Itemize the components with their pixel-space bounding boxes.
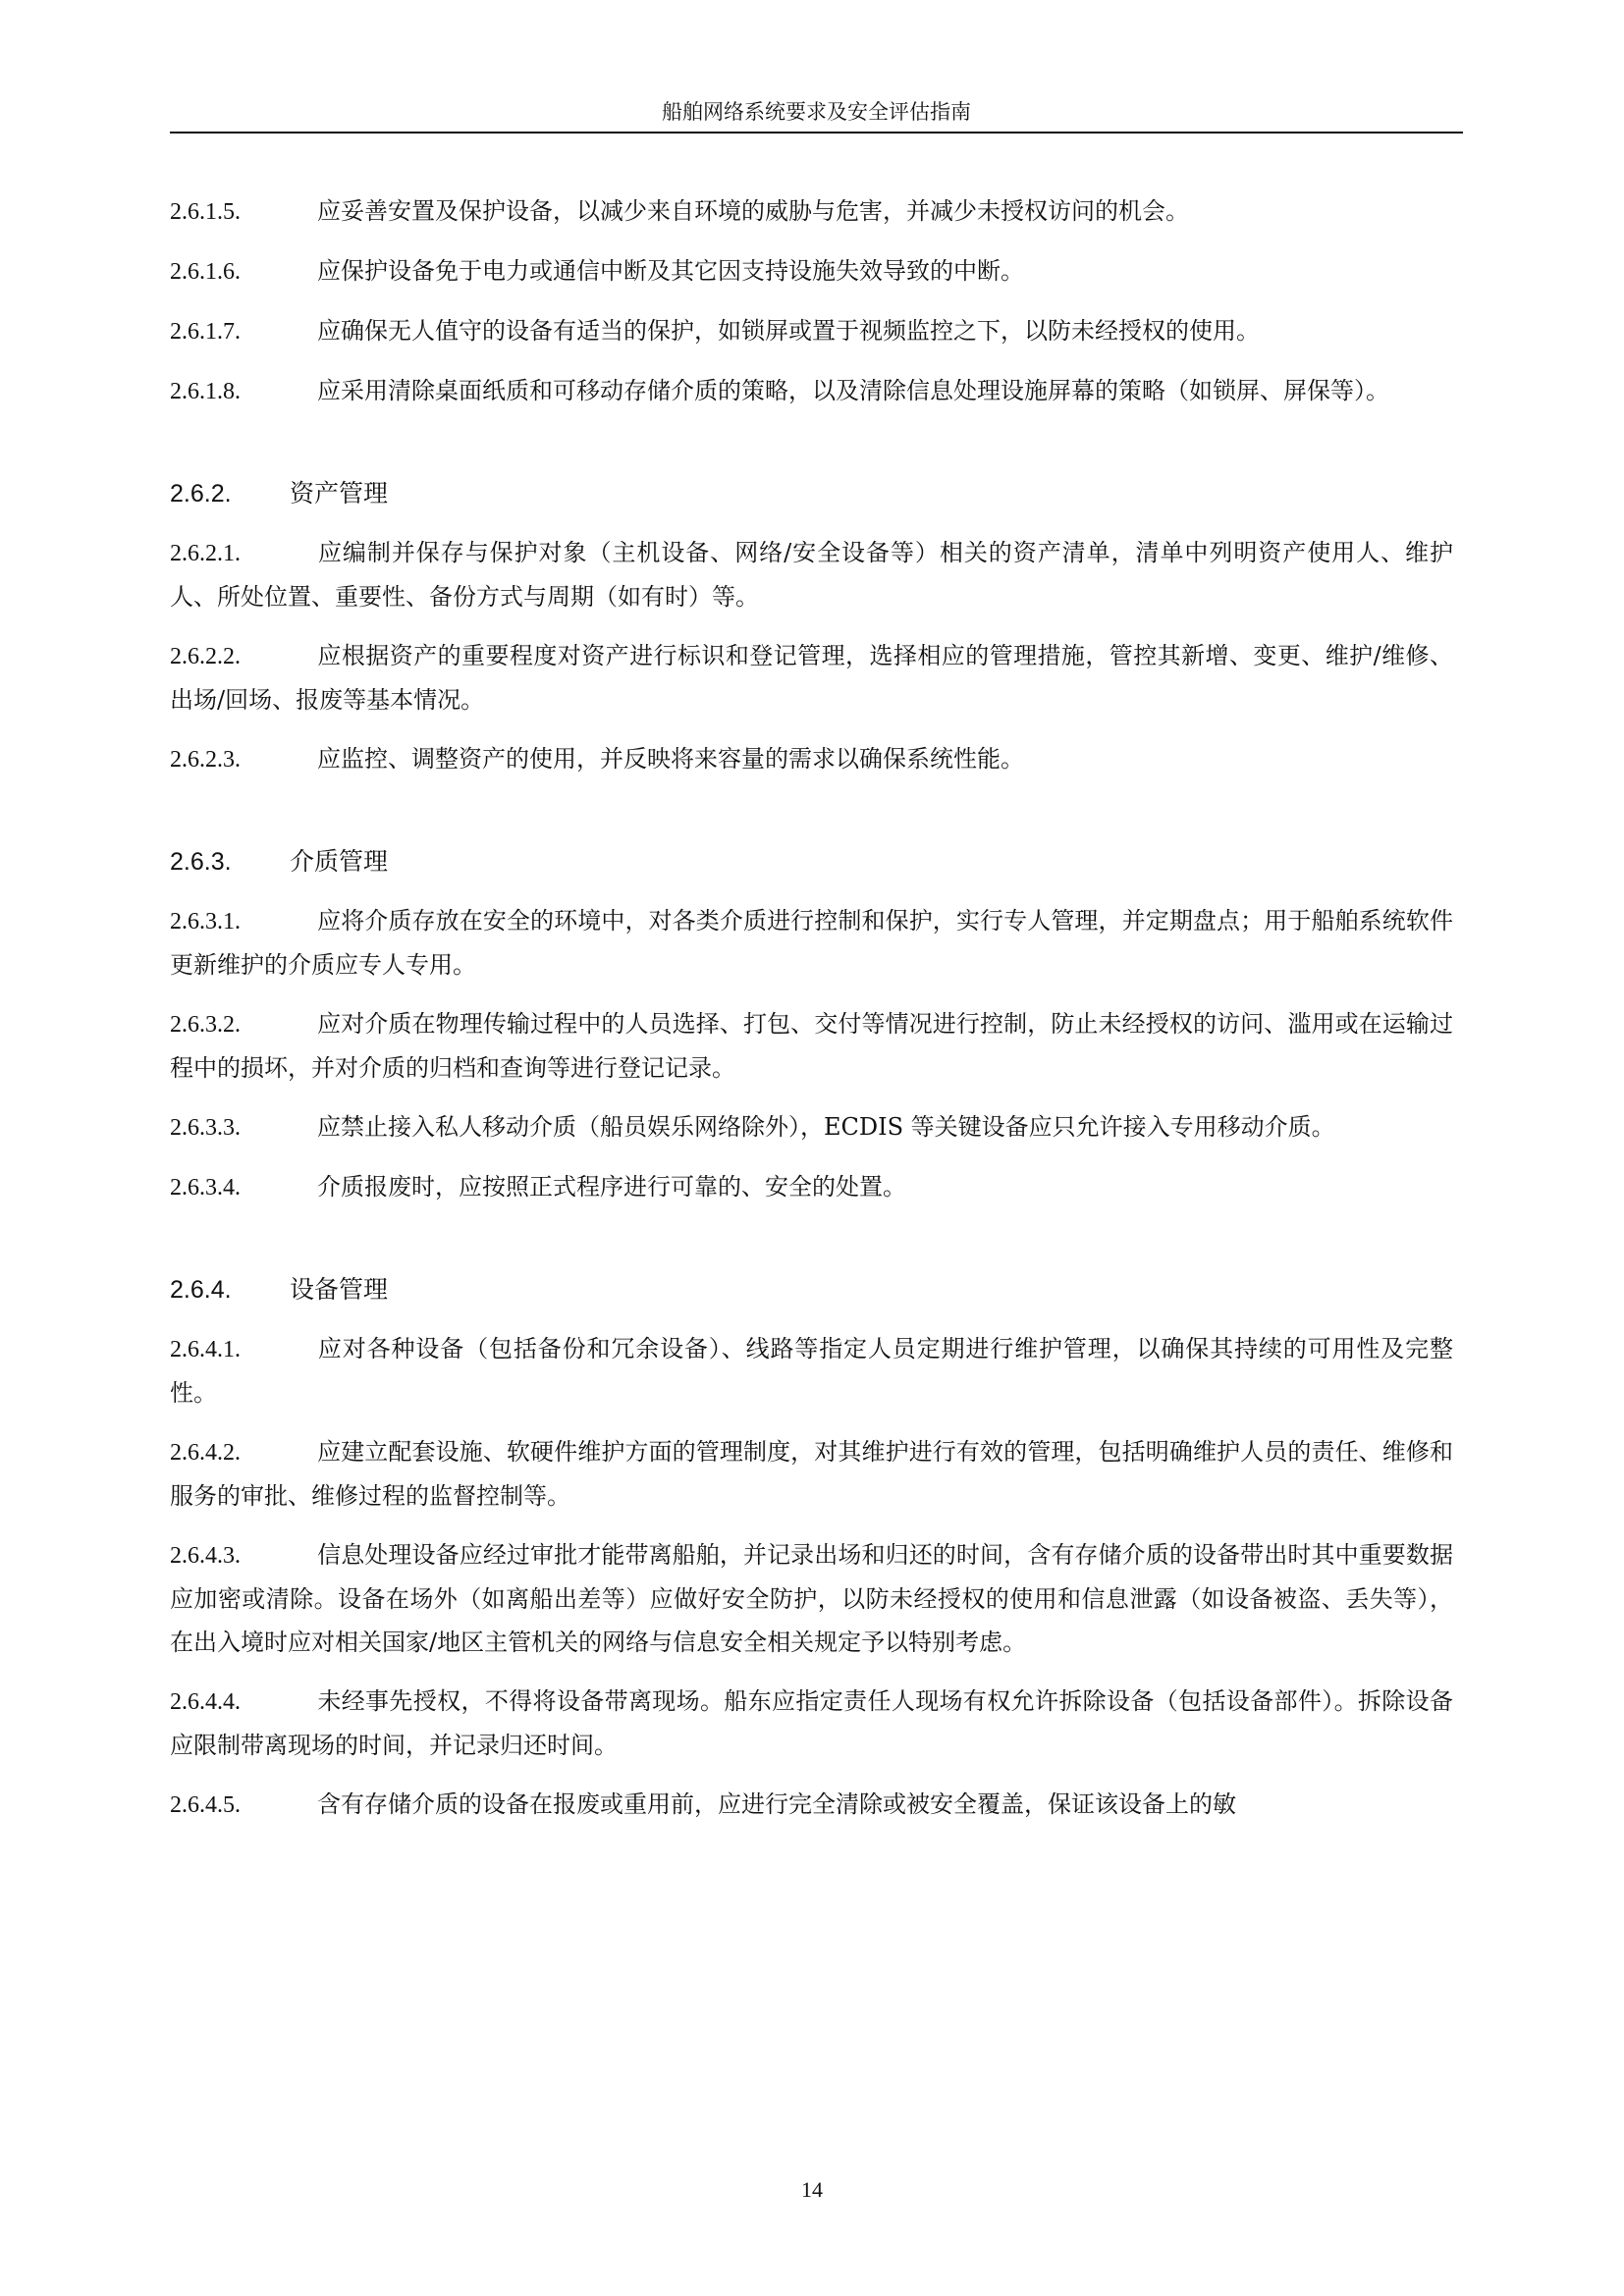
clause-number: 2.6.1.6. [170, 259, 241, 285]
clause-paragraph [170, 189, 1453, 234]
clause-number: 2.6.1.7. [170, 319, 241, 345]
clause-paragraph [170, 1680, 1453, 1767]
clause-text: 应对各种设备（包括备份和冗余设备）、线路等指定人员定期进行维护管理，以确保其持续的可用性及完整性。 [170, 1335, 1453, 1407]
section-title: 介质管理 [290, 847, 389, 876]
clause-text: 应禁止接入私人移动介质（船员娱乐网络除外），ECDIS 等关键设备应只允许接入专用移动介质。 [317, 1113, 1335, 1141]
clause-text: 含有存储介质的设备在报废或重用前，应进行完全清除或被安全覆盖，保证该设备上的敏 [317, 1790, 1236, 1818]
section-number: 2.6.4. [170, 1276, 232, 1304]
clause-text: 应采用清除桌面纸质和可移动存储介质的策略，以及清除信息处理设施屏幕的策略（如锁屏、屏保等）。 [317, 377, 1389, 404]
clause-paragraph [170, 249, 1453, 294]
clause-text: 应监控、调整资产的使用，并反映将来容量的需求以确保系统性能。 [317, 745, 1024, 773]
clause-paragraph [170, 1327, 1453, 1415]
clause-number: 2.6.2.3. [170, 747, 241, 773]
clause-paragraph [170, 1783, 1453, 1827]
clause-number: 2.6.3.3. [170, 1115, 241, 1141]
clause-number: 2.6.2.2. [170, 644, 241, 669]
section-heading [170, 1268, 1453, 1311]
clause-number: 2.6.3.1. [170, 909, 241, 934]
running-header: 船舶网络系统要求及安全评估指南 [662, 100, 971, 124]
section-heading [170, 472, 1453, 515]
clause-paragraph [170, 1165, 1453, 1209]
clause-text: 应建立配套设施、软硬件维护方面的管理制度，对其维护进行有效的管理，包括明确维护人员的责任、维修和服务的审批、维修过程的监督控制等。 [170, 1438, 1453, 1510]
document-body [170, 189, 1453, 1842]
clause-number: 2.6.4.4. [170, 1689, 241, 1715]
clause-number: 2.6.1.8. [170, 379, 241, 404]
clause-paragraph [170, 737, 1453, 781]
clause-paragraph [170, 634, 1453, 721]
clause-number: 2.6.4.5. [170, 1792, 241, 1818]
clause-text: 应根据资产的重要程度对资产进行标识和登记管理，选择相应的管理措施，管控其新增、变更、维护/维修、出场/回场、报废等基本情况。 [170, 642, 1453, 714]
clause-paragraph [170, 309, 1453, 353]
clause-text: 应对介质在物理传输过程中的人员选择、打包、交付等情况进行控制，防止未经授权的访问、滥用或在运输过程中的损坏，并对介质的归档和查询等进行登记记录。 [170, 1010, 1453, 1082]
clause-paragraph [170, 1533, 1453, 1664]
clause-text: 未经事先授权，不得将设备带离现场。船东应指定责任人现场有权允许拆除设备（包括设备部件）。拆除设备应限制带离现场的时间，并记录归还时间。 [170, 1687, 1453, 1759]
section-number: 2.6.3. [170, 848, 232, 876]
header-rule [170, 132, 1463, 133]
clause-number: 2.6.4.2. [170, 1440, 241, 1466]
clause-paragraph [170, 1002, 1453, 1090]
clause-paragraph [170, 1105, 1453, 1149]
section-number: 2.6.2. [170, 480, 232, 507]
clause-text: 介质报废时，应按照正式程序进行可靠的、安全的处置。 [317, 1173, 906, 1201]
section-heading [170, 840, 1453, 883]
clause-paragraph [170, 1430, 1453, 1518]
clause-text: 应确保无人值守的设备有适当的保护，如锁屏或置于视频监控之下，以防未经授权的使用。 [317, 317, 1260, 345]
clause-paragraph [170, 531, 1453, 618]
clause-number: 2.6.2.1. [170, 541, 241, 566]
clause-text: 应妥善安置及保护设备，以减少来自环境的威胁与危害，并减少未授权访问的机会。 [317, 197, 1189, 225]
clause-number: 2.6.3.4. [170, 1175, 241, 1201]
clause-text: 信息处理设备应经过审批才能带离船舶，并记录出场和归还的时间，含有存储介质的设备带出时其中重要数据应加密或清除。设备在场外（如离船出差等）应做好安全防护，以防未经授权的使用和信息泄露（如设备被盗、丢失等），在出入境时应对相关国家/地区主管机关的网络与信息安全相关规定予以特别考虑。 [170, 1541, 1453, 1656]
page-number: 14 [801, 2177, 823, 2202]
clause-number: 2.6.3.2. [170, 1012, 241, 1038]
clause-text: 应保护设备免于电力或通信中断及其它因支持设施失效导致的中断。 [317, 257, 1024, 285]
clause-text: 应编制并保存与保护对象（主机设备、网络/安全设备等）相关的资产清单，清单中列明资产使用人、维护人、所处位置、重要性、备份方式与周期（如有时）等。 [170, 539, 1453, 611]
clause-paragraph [170, 369, 1453, 413]
clause-number: 2.6.4.1. [170, 1337, 241, 1362]
clause-number: 2.6.1.5. [170, 199, 241, 225]
clause-text: 应将介质存放在安全的环境中，对各类介质进行控制和保护，实行专人管理，并定期盘点；用于船舶系统软件更新维护的介质应专人专用。 [170, 907, 1453, 979]
clause-number: 2.6.4.3. [170, 1543, 241, 1569]
clause-paragraph [170, 899, 1453, 987]
section-title: 资产管理 [290, 479, 389, 507]
section-title: 设备管理 [290, 1275, 389, 1304]
